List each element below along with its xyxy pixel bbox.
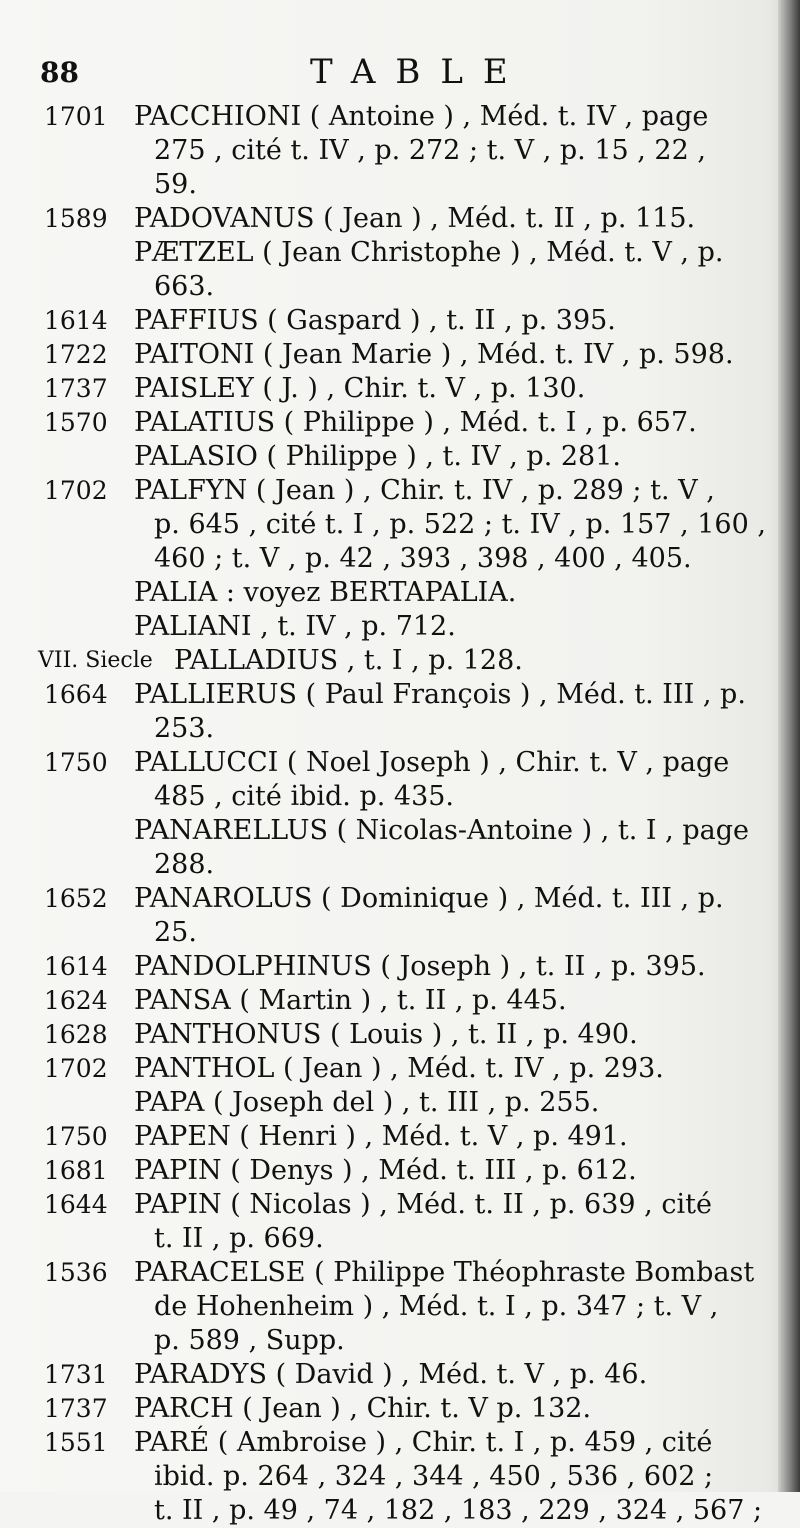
entry-continuation-line: t. II , p. 669. <box>154 1223 324 1254</box>
entry-heading-line: PANARELLUS ( Nicolas-Antoine ) , t. I , page <box>134 815 749 846</box>
index-entry <box>44 576 744 610</box>
entry-heading-line: PAPA ( Joseph del ) , t. III , p. 255. <box>134 1087 600 1118</box>
entry-continuation-line: 460 ; t. V , p. 42 , 393 , 398 , 400 , 405. <box>154 543 692 574</box>
entry-year: 1628 <box>44 1020 108 1049</box>
entry-heading-line: PARADYS ( David ) , Méd. t. V , p. 46. <box>134 1359 648 1390</box>
index-entry <box>44 610 744 644</box>
entry-continuation-line: 288. <box>154 849 215 880</box>
entry-heading-line: PAPIN ( Nicolas ) , Méd. t. II , p. 639 , cité <box>134 1189 712 1220</box>
index-entry <box>44 474 766 576</box>
entry-heading-line: PAPEN ( Henri ) , Méd. t. V , p. 491. <box>134 1121 628 1152</box>
entry-heading-line: PANTHOL ( Jean ) , Méd. t. IV , p. 293. <box>134 1053 664 1084</box>
entry-year: 1652 <box>44 884 108 913</box>
entry-continuation-line: ibid. p. 264 , 324 , 344 , 450 , 536 , 602 ; <box>154 1461 714 1492</box>
entry-continuation-line: 663. <box>154 271 215 302</box>
entry-continuation-line: 485 , cité ibid. p. 435. <box>154 781 455 812</box>
entry-year: 1702 <box>44 1054 108 1083</box>
entry-year: 1664 <box>44 680 108 709</box>
entry-heading-line: PADOVANUS ( Jean ) , Méd. t. II , p. 115. <box>134 203 696 234</box>
entry-heading-line: PACCHIONI ( Antoine ) , Méd. t. IV , page <box>134 101 709 132</box>
index-entry <box>44 1358 744 1392</box>
index-entry <box>44 814 749 882</box>
entry-year: 1750 <box>44 1122 108 1151</box>
entry-heading-line: PARACELSE ( Philippe Théophraste Bombast <box>134 1257 755 1288</box>
entry-year: 1589 <box>44 204 108 233</box>
entry-year: 1644 <box>44 1190 108 1219</box>
index-entry <box>44 1120 744 1154</box>
index-entry <box>44 882 744 950</box>
entry-heading-line: PALASIO ( Philippe ) , t. IV , p. 281. <box>134 441 621 472</box>
entry-year: 1702 <box>44 476 108 505</box>
index-entries <box>38 100 766 1528</box>
entry-continuation-line: 59. <box>154 169 197 200</box>
index-entry <box>44 1086 744 1120</box>
entry-continuation-line: p. 589 , Supp. <box>154 1325 345 1356</box>
index-entry <box>44 440 744 474</box>
index-entry <box>44 1392 744 1426</box>
entry-year: 1701 <box>44 102 108 131</box>
entry-continuation-line: 275 , cité t. IV , p. 272 ; t. V , p. 15 , 22 , <box>154 135 706 166</box>
entry-heading-line: PANSA ( Martin ) , t. II , p. 445. <box>134 985 567 1016</box>
index-entry <box>38 644 744 678</box>
entry-continuation-line: de Hohenheim ) , Méd. t. I , p. 347 ; t. V , <box>154 1291 719 1322</box>
entry-heading-line: PANTHONUS ( Louis ) , t. II , p. 490. <box>134 1019 638 1050</box>
entry-heading-line: PAITONI ( Jean Marie ) , Méd. t. IV , p. 598. <box>134 339 734 370</box>
entry-heading-line: PANAROLUS ( Dominique ) , Méd. t. III , p. <box>134 883 724 914</box>
entry-heading-line: PALIA : voyez BERTAPALIA. <box>134 577 517 608</box>
entry-heading-line: PÆTZEL ( Jean Christophe ) , Méd. t. V , p. <box>134 237 724 268</box>
index-entry <box>44 202 744 236</box>
index-entry <box>44 406 744 440</box>
entry-year: 1614 <box>44 952 108 981</box>
entry-year: 1536 <box>44 1258 108 1287</box>
entry-year: 1737 <box>44 1394 108 1423</box>
index-entry <box>44 950 744 984</box>
entry-continuation-line: 253. <box>154 713 215 744</box>
index-entry <box>44 304 744 338</box>
index-entry <box>44 1052 744 1086</box>
page-number: 88 <box>40 56 79 89</box>
entry-heading-line: PALIANI , t. IV , p. 712. <box>134 611 456 642</box>
entry-heading-line: PAFFIUS ( Gaspard ) , t. II , p. 395. <box>134 305 616 336</box>
index-entry <box>44 1018 744 1052</box>
index-entry <box>44 746 744 814</box>
entry-heading-line: PALLIERUS ( Paul François ) , Méd. t. III , p. <box>134 679 746 710</box>
entry-year: VII. Siecle <box>38 648 153 673</box>
entry-year: 1731 <box>44 1360 108 1389</box>
index-entry <box>44 236 744 304</box>
book-spine-edge <box>778 0 800 1492</box>
index-entry <box>44 372 744 406</box>
entry-heading-line: PAISLEY ( J. ) , Chir. t. V , p. 130. <box>134 373 586 404</box>
entry-year: 1737 <box>44 374 108 403</box>
entry-year: 1551 <box>44 1428 108 1457</box>
entry-heading-line: PALLADIUS , t. I , p. 128. <box>174 645 523 676</box>
index-entry <box>44 1188 744 1256</box>
index-entry <box>44 984 744 1018</box>
entry-year: 1624 <box>44 986 108 1015</box>
index-entry <box>44 1426 763 1528</box>
index-entry <box>44 1154 744 1188</box>
entry-year: 1614 <box>44 306 108 335</box>
entry-year: 1681 <box>44 1156 108 1185</box>
entry-heading-line: PALATIUS ( Philippe ) , Méd. t. I , p. 657. <box>134 407 697 438</box>
page-header <box>40 52 760 92</box>
index-entry <box>44 338 744 372</box>
entry-continuation-line: t. II , p. 49 , 74 , 182 , 183 , 229 , 324 , 567 ; <box>154 1495 763 1526</box>
index-entry <box>44 1256 755 1358</box>
entry-year: 1750 <box>44 748 108 777</box>
entry-heading-line: PANDOLPHINUS ( Joseph ) , t. II , p. 395. <box>134 951 706 982</box>
index-entry <box>44 100 744 202</box>
entry-year: 1570 <box>44 408 108 437</box>
entry-heading-line: PARÉ ( Ambroise ) , Chir. t. I , p. 459 , cité <box>134 1427 713 1458</box>
running-title: TABLE <box>310 52 528 92</box>
entry-heading-line: PALFYN ( Jean ) , Chir. t. IV , p. 289 ; t. V , <box>134 475 715 506</box>
entry-continuation-line: 25. <box>154 917 197 948</box>
entry-continuation-line: p. 645 , cité t. I , p. 522 ; t. IV , p. 157 , 160 , <box>154 509 766 540</box>
entry-heading-line: PARCH ( Jean ) , Chir. t. V p. 132. <box>134 1393 592 1424</box>
entry-heading-line: PALLUCCI ( Noel Joseph ) , Chir. t. V , page <box>134 747 730 778</box>
index-entry <box>44 678 744 746</box>
entry-heading-line: PAPIN ( Denys ) , Méd. t. III , p. 612. <box>134 1155 637 1186</box>
entry-year: 1722 <box>44 340 108 369</box>
